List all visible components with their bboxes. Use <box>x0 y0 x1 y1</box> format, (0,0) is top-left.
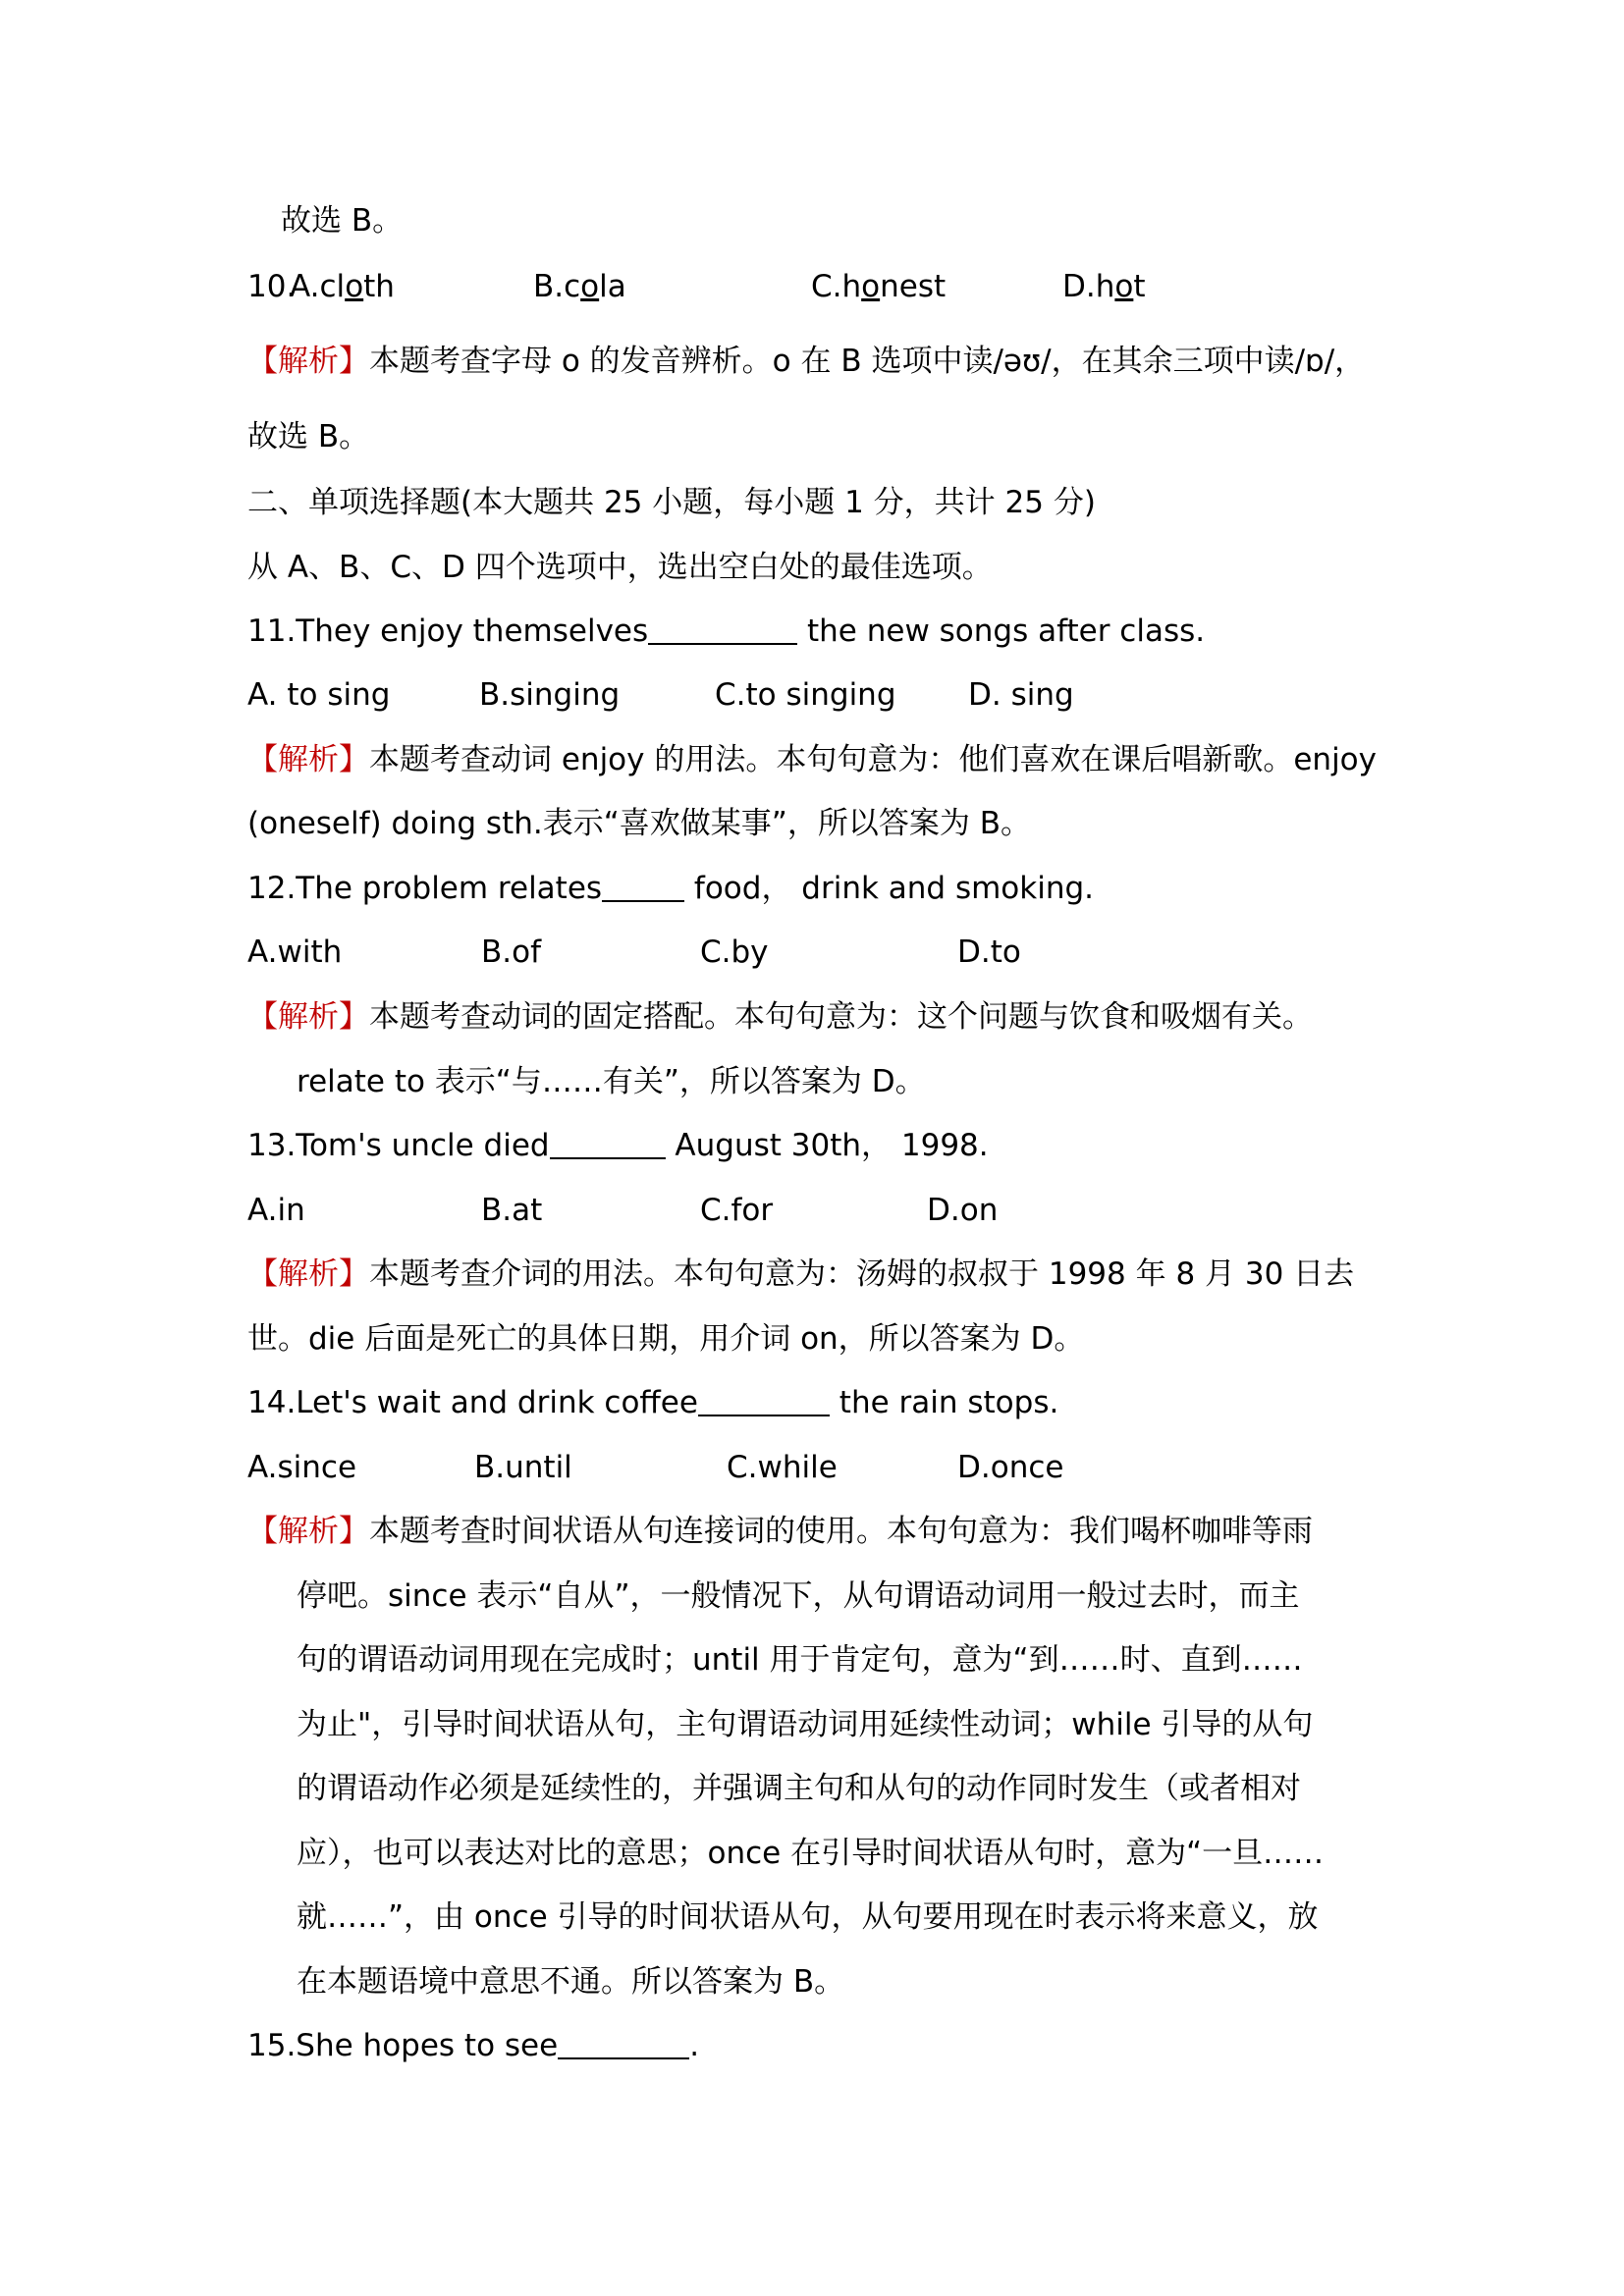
q13-stem: 13.Tom's uncle died August 30th， 1998. <box>247 1128 989 1163</box>
q11-option-a: A. to sing <box>247 677 391 713</box>
q14-analysis-line: 就……”，由 once 引导的时间状语从句，从句要用现在时表示将来意义，放 <box>297 1899 1319 1935</box>
q14-stem: 14.Let's wait and drink coffee the rain stops. <box>247 1385 1059 1420</box>
q14-option-d: D.once <box>957 1450 1064 1485</box>
q14-analysis-line: 句的谓语动词用现在完成时；until 用于肯定句，意为“到……时、直到…… <box>297 1642 1303 1678</box>
q9-analysis-tail: 故选 B。 <box>281 203 404 239</box>
q10-analysis-cont: 故选 B。 <box>247 419 370 454</box>
q12-option-c: C.by <box>700 934 769 970</box>
q12-analysis-cont: relate to 表示“与……有关”，所以答案为 D。 <box>297 1064 926 1099</box>
q10-number: 10. <box>247 269 297 304</box>
q13-option-b: B.at <box>481 1193 543 1228</box>
q11-option-c: C.to singing <box>715 677 896 713</box>
answer-blank <box>550 1128 666 1159</box>
q11-option-b: B.singing <box>479 677 621 713</box>
q13-option-a: A.in <box>247 1193 305 1228</box>
analysis-tag: 【解析】 <box>247 742 369 777</box>
q14-analysis-line: 的谓语动作必须是延续性的，并强调主句和从句的动作同时发生（或者相对 <box>297 1771 1301 1806</box>
analysis-tag: 【解析】 <box>247 344 369 379</box>
q12-analysis: 【解析】本题考查动词的固定搭配。本句句意为：这个问题与饮食和吸烟有关。 <box>247 999 1313 1035</box>
q11-analysis: 【解析】本题考查动词 enjoy 的用法。本句句意为：他们喜欢在课后唱新歌。enjoy <box>247 742 1377 777</box>
q11-option-d: D. sing <box>968 677 1074 713</box>
q10-analysis: 【解析】本题考查字母 o 的发音辨析。o 在 B 选项中读/əʊ/，在其余三项中读/ɒ/， <box>247 344 1366 379</box>
q14-analysis: 【解析】本题考查时间状语从句连接词的使用。本句句意为：我们喝杯咖啡等雨 <box>247 1514 1313 1549</box>
q14-option-a: A.since <box>247 1450 357 1485</box>
q12-option-b: B.of <box>481 934 542 970</box>
q12-option-d: D.to <box>957 934 1021 970</box>
q12-stem: 12.The problem relates food， drink and smoking. <box>247 871 1095 906</box>
answer-blank <box>602 871 684 902</box>
analysis-tag: 【解析】 <box>247 999 369 1035</box>
q14-analysis-line: 为止"，引导时间状语从句，主句谓语动词用延续性动词；while 引导的从句 <box>297 1707 1314 1742</box>
answer-blank <box>698 1385 830 1416</box>
q13-option-d: D.on <box>927 1193 999 1228</box>
q13-option-c: C.for <box>700 1193 774 1228</box>
q14-analysis-line: 在本题语境中意思不通。所以答案为 B。 <box>297 1964 845 2000</box>
q13-analysis-cont: 世。die 后面是死亡的具体日期，用介词 on，所以答案为 D。 <box>247 1321 1085 1357</box>
q10-option-c: C.honest <box>811 269 947 304</box>
answer-blank <box>558 2028 689 2059</box>
q11-stem: 11.They enjoy themselves the new songs after class. <box>247 614 1206 649</box>
analysis-tag: 【解析】 <box>247 1256 369 1292</box>
q14-analysis-line: 停吧。since 表示“自从”，一般情况下，从句谓语动词用一般过去时，而主 <box>297 1578 1300 1614</box>
q12-option-a: A.with <box>247 934 343 970</box>
q10-option-a: A.cloth <box>290 269 395 304</box>
section-instruction: 从 A、B、C、D 四个选项中，选出空白处的最佳选项。 <box>247 550 993 585</box>
q14-option-c: C.while <box>727 1450 838 1485</box>
q11-analysis-cont: (oneself) doing sth.表示“喜欢做某事”，所以答案为 B。 <box>247 806 1031 841</box>
answer-blank <box>648 614 797 645</box>
q10-option-d: D.hot <box>1062 269 1146 304</box>
q14-option-b: B.until <box>474 1450 572 1485</box>
q13-analysis: 【解析】本题考查介词的用法。本句句意为：汤姆的叔叔于 1998 年 8 月 30 日去 <box>247 1256 1355 1292</box>
section-heading: 二、单项选择题(本大题共 25 小题，每小题 1 分，共计 25 分) <box>247 485 1096 520</box>
q15-stem: 15.She hopes to see . <box>247 2028 700 2063</box>
analysis-tag: 【解析】 <box>247 1514 369 1549</box>
q14-analysis-line: 应），也可以表达对比的意思；once 在引导时间状语从句时，意为“一旦…… <box>297 1836 1325 1871</box>
q10-option-b: B.cola <box>533 269 626 304</box>
